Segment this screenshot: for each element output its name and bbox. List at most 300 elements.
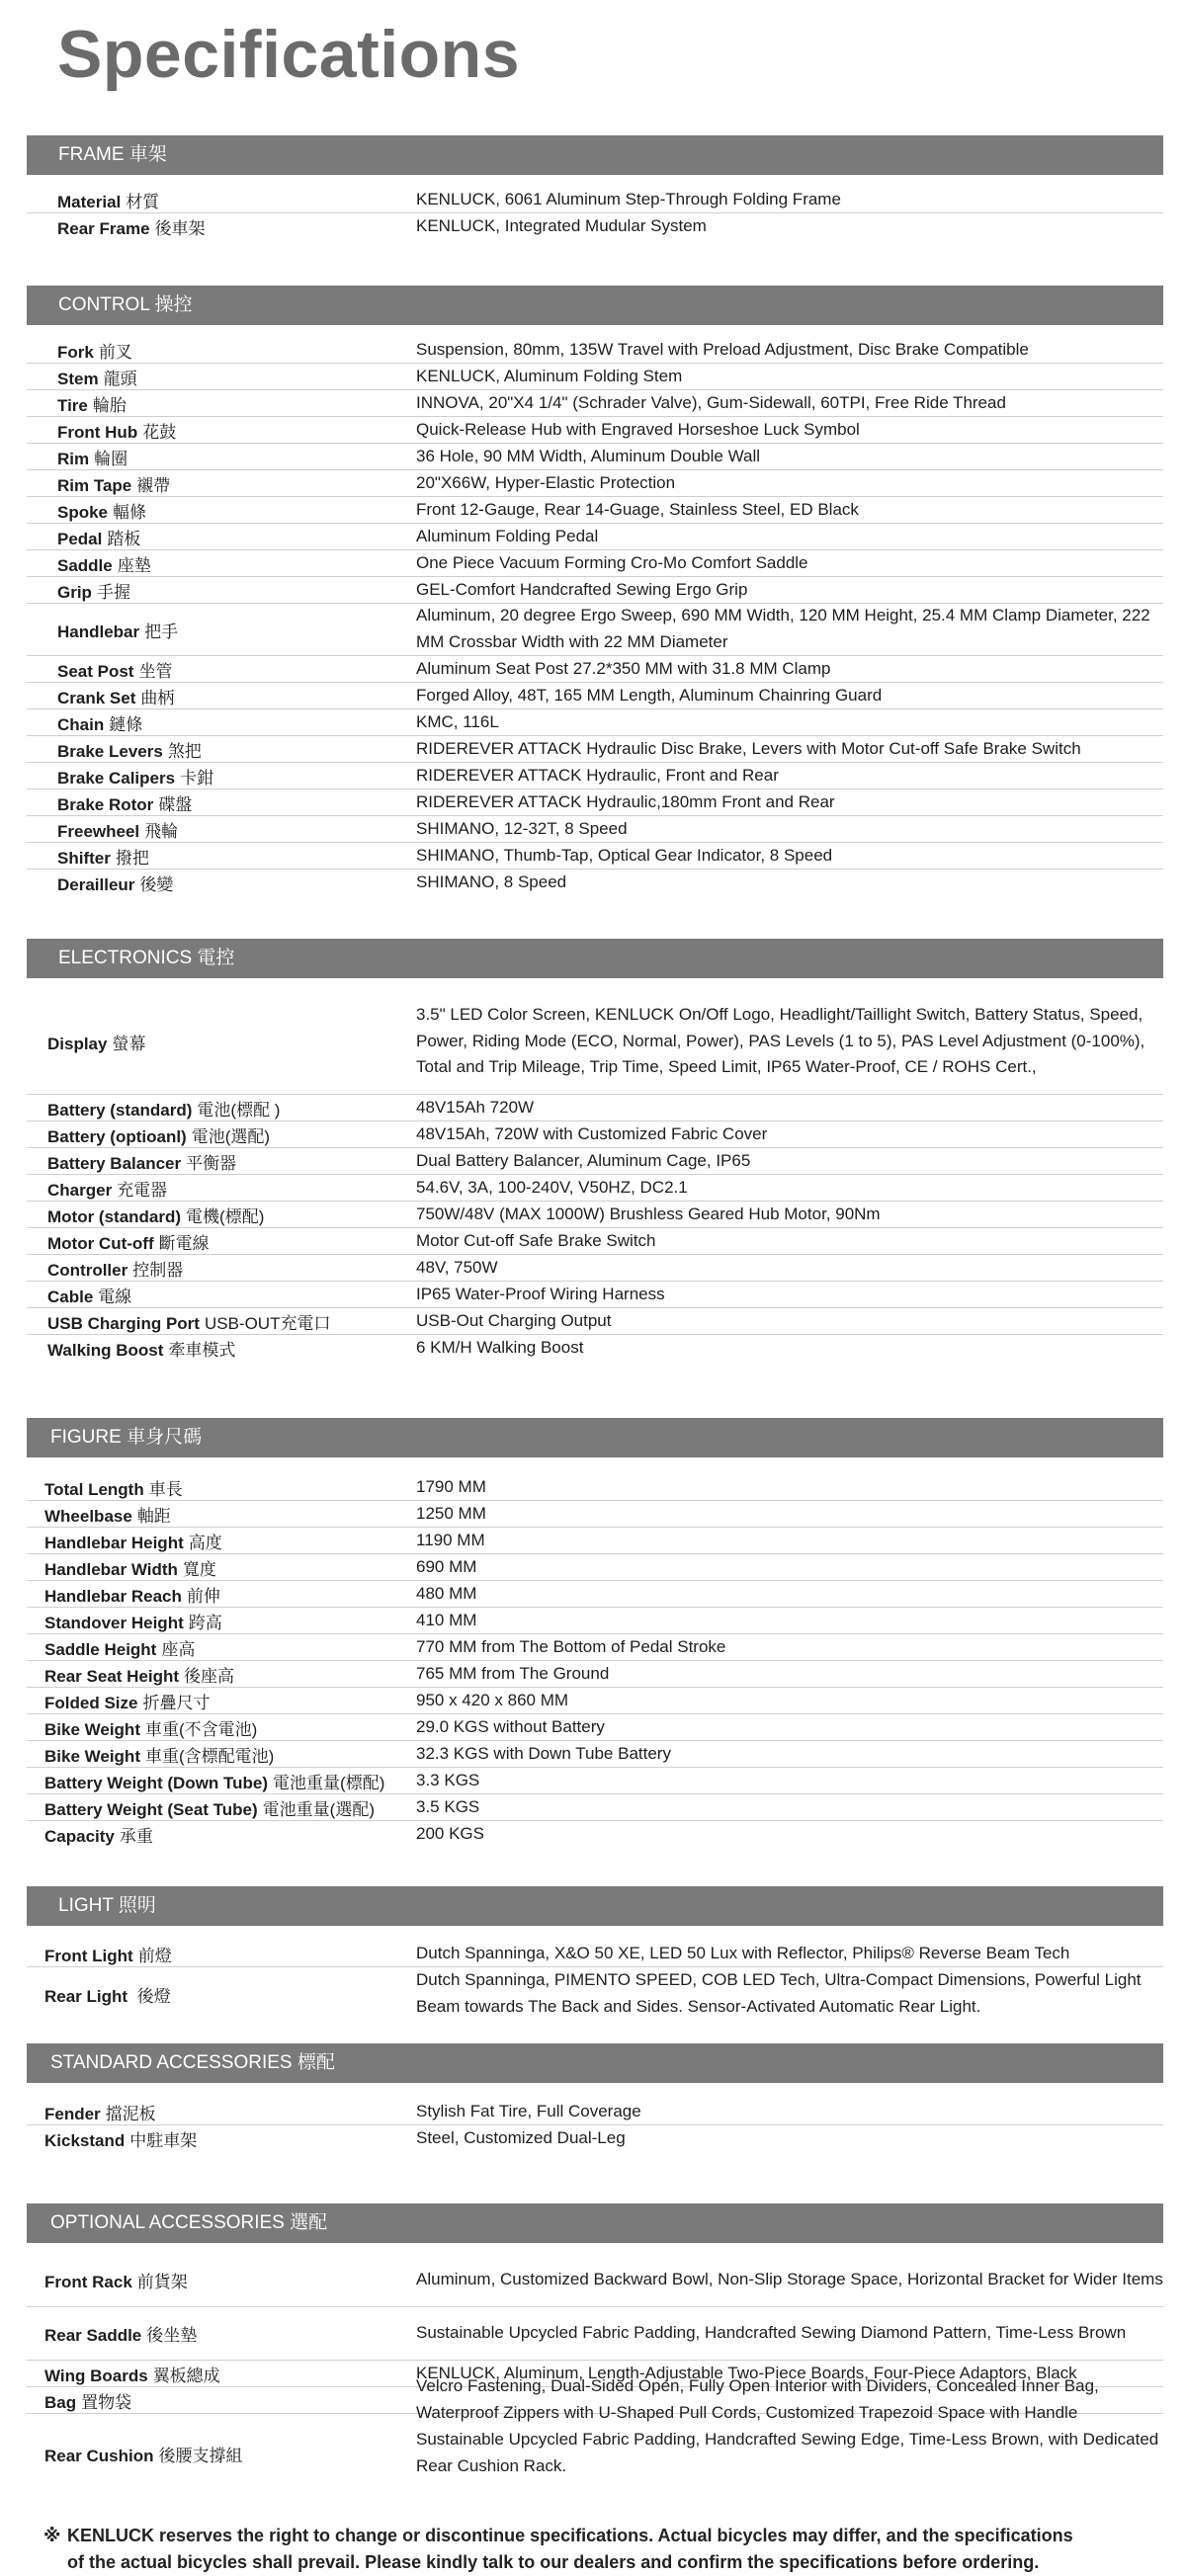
section-header-cn: 電控 — [197, 948, 235, 968]
spec-label-en: Battery Weight (Down Tube) — [44, 1773, 269, 1792]
spec-label — [57, 498, 146, 523]
spec-label-en: Wheelbase — [44, 1506, 132, 1526]
section-header-name: STANDARD ACCESSORIES — [50, 2052, 293, 2073]
spec-row-folded-size — [27, 1688, 1163, 1714]
spec-value: 1250 MM — [416, 1503, 486, 1523]
section-header-light — [27, 1886, 1163, 1926]
spec-label-cn: 螢幕 — [112, 1034, 146, 1053]
spec-label — [44, 1662, 234, 1687]
spec-label — [47, 1309, 330, 1334]
spec-label — [44, 2388, 131, 2413]
spec-row-usb-charging-port — [27, 1308, 1163, 1335]
spec-label — [57, 365, 137, 389]
spec-value: Velcro Fastening, Dual-Sided Open, Fully Open Interior with Dividers, Concealed Inner Bag, Waterproof Zippers with U-Shaped Pull Cords, Customized Trapezoid Space with Handle — [416, 2376, 1099, 2422]
footnote — [43, 2523, 1150, 2576]
spec-label-en: Grip — [57, 582, 92, 602]
spec-label-cn: 中駐車架 — [129, 2131, 198, 2150]
spec-value: Sustainable Upcycled Fabric Padding, Handcrafted Sewing Diamond Pattern, Time-Less Brown — [416, 2323, 1127, 2343]
spec-value: 770 MM from The Bottom of Pedal Stroke — [416, 1636, 726, 1656]
spec-value: USB-Out Charging Output — [416, 1310, 612, 1330]
spec-value: Aluminum Folding Pedal — [416, 526, 599, 545]
spec-value: 29.0 KGS without Battery — [416, 1716, 605, 1736]
spec-label — [44, 2126, 197, 2151]
spec-row-crank-set — [27, 683, 1163, 709]
spec-label — [47, 1030, 145, 1054]
spec-label-en: Walking Boost — [47, 1341, 164, 1360]
spec-label-cn: 置物袋 — [81, 2392, 132, 2412]
spec-label-cn: 踏板 — [107, 529, 141, 548]
spec-label-en: Rear Light — [44, 1986, 128, 2006]
spec-label — [44, 1715, 257, 1740]
section-header-optional-accessories — [27, 2203, 1163, 2243]
spec-value: Dutch Spanninga, X&O 50 XE, LED 50 Lux with Reflector, Philips® Reverse Beam Tech — [416, 1943, 1070, 1962]
spec-value: KENLUCK, 6061 Aluminum Step-Through Folding Frame — [416, 189, 841, 208]
spec-label — [57, 657, 172, 682]
spec-label — [44, 1582, 220, 1607]
section-header-figure — [27, 1418, 1163, 1457]
spec-label — [57, 188, 159, 212]
spec-label-cn: 前叉 — [98, 342, 132, 362]
spec-label-cn: 卡鉗 — [180, 768, 214, 788]
spec-row-brake-rotor — [27, 789, 1163, 816]
spec-label — [47, 1176, 167, 1201]
spec-label — [57, 418, 176, 443]
spec-row-display — [27, 989, 1163, 1095]
spec-row-rear-cushion — [27, 2414, 1163, 2493]
spec-row-rear-light — [27, 1967, 1163, 2021]
spec-row-bike-weight — [27, 1741, 1163, 1768]
spec-label — [44, 1982, 171, 2007]
spec-label-cn: 飛輪 — [144, 821, 179, 841]
spec-label-cn: 碟盤 — [158, 794, 193, 814]
spec-label-cn: 龍頭 — [103, 369, 137, 388]
spec-value: 3.5 KGS — [416, 1796, 480, 1816]
spec-value: SHIMANO, 12-32T, 8 Speed — [416, 818, 628, 838]
spec-label-en: Front Rack — [44, 2273, 132, 2291]
spec-label — [44, 2442, 243, 2466]
section-header-cn: 車架 — [128, 144, 167, 165]
section-header-name: FRAME — [58, 144, 125, 165]
spec-label-cn: 後腰支撐組 — [158, 2446, 243, 2465]
spec-value: KMC, 116L — [416, 711, 499, 731]
spec-label-cn: 輪胎 — [92, 395, 127, 415]
spec-row-motor-standard — [27, 1202, 1163, 1228]
spec-label-cn: 斷電線 — [158, 1233, 210, 1253]
spec-label-cn: 前貨架 — [136, 2273, 188, 2291]
spec-value: RIDEREVER ATTACK Hydraulic, Front and Rear — [416, 765, 779, 785]
spec-label — [57, 844, 149, 869]
spec-row-motor-cut-off — [27, 1228, 1163, 1255]
spec-label-cn: 控制器 — [132, 1260, 184, 1280]
section-header-name: FIGURE — [50, 1427, 122, 1448]
spec-label-cn: 車重(含標配電池) — [144, 1746, 275, 1766]
spec-label-cn: 翼板總成 — [152, 2366, 220, 2385]
section-header-name: OPTIONAL ACCESSORIES — [50, 2212, 285, 2233]
spec-value: Aluminum, 20 degree Ergo Sweep, 690 MM Width, 120 MM Height, 25.4 MM Clamp Diameter, 222 MM Crossbar Width with 22 MM Diameter — [416, 606, 1150, 651]
spec-label-en: Saddle — [57, 555, 113, 575]
spec-value: 32.3 KGS with Down Tube Battery — [416, 1743, 671, 1763]
spec-value: SHIMANO, Thumb-Tap, Optical Gear Indicator, 8 Speed — [416, 845, 833, 865]
spec-label-cn: 電池(標配 ) — [197, 1100, 281, 1120]
spec-label-cn: USB-OUT充電口 — [204, 1313, 331, 1333]
spec-label-en: Derailleur — [57, 875, 135, 894]
section-header-cn: 標配 — [296, 2052, 335, 2073]
spec-label-en: Rim Tape — [57, 475, 132, 495]
spec-label-cn: 擋泥板 — [105, 2104, 156, 2123]
spec-label — [57, 764, 213, 789]
spec-label — [44, 1689, 210, 1713]
spec-value: Forged Alloy, 48T, 165 MM Length, Aluminum Chainring Guard — [416, 685, 883, 705]
spec-value: KENLUCK, Aluminum, Length-Adjustable Two-Piece Boards, Four-Piece Adaptors, Black — [416, 2363, 1077, 2382]
spec-label — [57, 551, 151, 576]
spec-row-front-rack — [27, 2254, 1163, 2307]
spec-label-cn: 煞把 — [167, 741, 202, 761]
spec-label-en: Battery Balancer — [47, 1153, 182, 1173]
spec-value: 48V15Ah, 720W with Customized Fabric Cover — [416, 1123, 768, 1143]
section-header-cn: 照明 — [118, 1895, 156, 1916]
spec-label-cn: 花鼓 — [142, 422, 177, 442]
spec-label-cn: 後燈 — [132, 1986, 171, 2006]
spec-row-brake-levers — [27, 736, 1163, 763]
spec-row-front-light — [27, 1941, 1163, 1967]
spec-label-cn: 座高 — [161, 1639, 196, 1659]
spec-label — [57, 684, 174, 708]
spec-value: KENLUCK, Integrated Mudular System — [416, 216, 707, 236]
spec-label — [47, 1283, 131, 1307]
spec-value: Motor Cut-off Safe Brake Switch — [416, 1230, 656, 1250]
spec-row-standover-height — [27, 1608, 1163, 1634]
spec-label — [57, 391, 127, 416]
spec-label-cn: 襯帶 — [136, 475, 171, 495]
spec-label — [44, 1555, 216, 1580]
spec-label-cn: 後變 — [139, 875, 174, 894]
spec-label-en: Rear Saddle — [44, 2326, 142, 2345]
spec-row-pedal — [27, 524, 1163, 550]
spec-row-battery-optioanl — [27, 1122, 1163, 1148]
spec-label-en: Cable — [47, 1287, 94, 1306]
spec-label-en: Material — [57, 192, 122, 211]
spec-label-en: Display — [47, 1034, 108, 1053]
spec-value: Aluminum, Customized Backward Bowl, Non-Slip Storage Space, Horizontal Bracket for Wider Items — [416, 2270, 1163, 2289]
section-header-cn: 選配 — [290, 2212, 328, 2233]
spec-label-en: USB Charging Port — [47, 1313, 200, 1333]
spec-label-en: Saddle Height — [44, 1639, 157, 1659]
spec-row-handlebar-height — [27, 1528, 1163, 1554]
section-header-frame — [27, 135, 1163, 175]
spec-label-en: Standover Height — [44, 1613, 184, 1632]
spec-label — [44, 2100, 156, 2124]
spec-label-cn: 撥把 — [115, 848, 149, 868]
spec-label — [44, 1942, 172, 1966]
spec-value: Sustainable Upcycled Fabric Padding, Handcrafted Sewing Edge, Time-Less Brown, with Dedicated Rear Cushion Rack. — [416, 2430, 1159, 2475]
spec-row-rim-tape — [27, 470, 1163, 497]
spec-label-en: Freewheel — [57, 821, 140, 841]
spec-value: Dutch Spanninga, PIMENTO SPEED, COB LED Tech, Ultra-Compact Dimensions, Powerful Light Beam towards The Back and Sides. Sensor-Activated Automatic Rear Light. — [416, 1970, 1142, 2016]
spec-label-cn: 電線 — [98, 1287, 132, 1306]
spec-label — [44, 1822, 153, 1847]
spec-value: 1190 MM — [416, 1530, 485, 1549]
spec-row-battery-balancer — [27, 1148, 1163, 1175]
spec-label-en: Battery (optioanl) — [47, 1126, 187, 1146]
spec-label — [44, 1769, 384, 1793]
spec-label — [57, 445, 127, 469]
spec-row-rear-frame — [27, 213, 1163, 240]
spec-label — [57, 817, 178, 842]
spec-label-cn: 軸距 — [136, 1506, 171, 1526]
spec-row-fender — [27, 2099, 1163, 2125]
spec-label-cn: 手握 — [96, 582, 130, 602]
spec-label-en: Rear Cushion — [44, 2446, 154, 2465]
spec-value: Suspension, 80mm, 135W Travel with Preload Adjustment, Disc Brake Compatible — [416, 339, 1029, 359]
spec-label-cn: 牽車模式 — [168, 1341, 236, 1360]
spec-label-en: Bike Weight — [44, 1719, 140, 1739]
spec-row-rear-seat-height — [27, 1661, 1163, 1688]
spec-label — [57, 790, 192, 815]
spec-label-en: Bike Weight — [44, 1746, 140, 1766]
spec-value: Stylish Fat Tire, Full Coverage — [416, 2101, 641, 2120]
spec-row-spoke — [27, 497, 1163, 524]
spec-value: RIDEREVER ATTACK Hydraulic Disc Brake, Levers with Motor Cut-off Safe Brake Switch — [416, 738, 1081, 758]
spec-row-grip — [27, 577, 1163, 604]
spec-value: 48V, 750W — [416, 1257, 498, 1277]
spec-row-capacity — [27, 1821, 1163, 1848]
spec-label — [47, 1122, 270, 1147]
section-header-name: ELECTRONICS — [58, 948, 193, 968]
spec-label-en: Handlebar Width — [44, 1559, 178, 1579]
spec-value: 1790 MM — [416, 1476, 486, 1496]
spec-row-bag — [27, 2376, 1163, 2422]
spec-value: 480 MM — [416, 1583, 477, 1603]
spec-label-cn: 前燈 — [137, 1946, 172, 1965]
spec-label — [47, 1203, 264, 1227]
spec-row-rear-saddle — [27, 2307, 1163, 2361]
spec-label-en: Capacity — [44, 1827, 115, 1846]
spec-label-en: Controller — [47, 1260, 128, 1280]
spec-label-cn: 座墊 — [117, 555, 151, 575]
spec-label-en: Pedal — [57, 529, 103, 548]
spec-row-bike-weight — [27, 1714, 1163, 1741]
spec-label-cn: 車重(不含電池) — [144, 1719, 258, 1739]
spec-label-cn: 車長 — [148, 1479, 183, 1499]
spec-label-en: Brake Levers — [57, 741, 163, 761]
spec-row-derailleur — [27, 870, 1163, 896]
spec-value: 200 KGS — [416, 1824, 484, 1844]
spec-label-cn: 把手 — [144, 622, 179, 641]
spec-label-cn: 電池重量(選配) — [262, 1799, 375, 1819]
spec-label-en: Brake Calipers — [57, 768, 176, 788]
spec-label-cn: 高度 — [188, 1533, 222, 1552]
spec-label — [47, 1229, 210, 1254]
spec-label — [44, 1635, 195, 1660]
spec-row-total-length — [27, 1474, 1163, 1501]
spec-label-cn: 跨高 — [188, 1613, 222, 1632]
spec-label-en: Brake Rotor — [57, 794, 154, 814]
spec-row-front-hub — [27, 417, 1163, 444]
spec-label — [44, 1609, 222, 1633]
spec-label-cn: 寬度 — [182, 1559, 216, 1579]
spec-label — [57, 338, 132, 363]
spec-value: 6 KM/H Walking Boost — [416, 1338, 584, 1358]
page-title: Specifications — [57, 17, 521, 92]
spec-row-charger — [27, 1175, 1163, 1202]
spec-label — [44, 2268, 188, 2292]
spec-value: IP65 Water-Proof Wiring Harness — [416, 1284, 665, 1303]
spec-row-shifter — [27, 843, 1163, 870]
spec-label — [57, 737, 202, 762]
spec-label-en: Shifter — [57, 848, 111, 868]
spec-label — [44, 1502, 171, 1527]
spec-label-cn: 鏈條 — [109, 714, 143, 734]
section-header-name: LIGHT — [58, 1895, 114, 1916]
footnote-mark: ※ — [43, 2526, 61, 2545]
spec-label-en: Fork — [57, 342, 94, 362]
spec-label-en: Rim — [57, 449, 90, 468]
spec-label-en: Tire — [57, 395, 88, 415]
spec-label — [57, 871, 173, 895]
spec-row-kickstand — [27, 2125, 1163, 2152]
spec-row-handlebar — [27, 604, 1163, 656]
spec-label-cn: 前伸 — [186, 1586, 220, 1606]
spec-label-cn: 後車架 — [154, 219, 206, 238]
spec-label — [47, 1256, 183, 1281]
spec-label — [57, 214, 206, 239]
spec-row-brake-calipers — [27, 763, 1163, 789]
spec-label — [44, 2321, 197, 2346]
section-header-electronics — [27, 939, 1163, 978]
spec-row-battery-weight-down-tube — [27, 1768, 1163, 1794]
spec-label-en: Spoke — [57, 502, 109, 522]
spec-row-fork — [27, 337, 1163, 364]
spec-label — [47, 1336, 235, 1361]
spec-row-battery-standard — [27, 1095, 1163, 1122]
spec-row-tire — [27, 390, 1163, 417]
spec-label — [57, 578, 130, 603]
spec-value: Aluminum Seat Post 27.2*350 MM with 31.8 MM Clamp — [416, 658, 831, 678]
spec-row-saddle — [27, 550, 1163, 577]
footnote-line-1: KENLUCK reserves the right to change or discontinue specifications. Actual bicycles may differ, and the specifications — [67, 2526, 1073, 2545]
spec-label-en: Crank Set — [57, 688, 136, 707]
spec-value: Front 12-Gauge, Rear 14-Guage, Stainless Steel, ED Black — [416, 499, 859, 519]
spec-value: Quick-Release Hub with Engraved Horseshoe Luck Symbol — [416, 419, 860, 439]
spec-value: 36 Hole, 90 MM Width, Aluminum Double Wall — [416, 446, 761, 465]
spec-row-rim — [27, 444, 1163, 470]
spec-label-cn: 後座高 — [184, 1666, 235, 1686]
spec-label — [44, 1475, 183, 1500]
section-header-standard-accessories — [27, 2043, 1163, 2083]
spec-label-cn: 承重 — [119, 1827, 153, 1846]
spec-label — [44, 1529, 222, 1553]
spec-label — [57, 710, 142, 735]
spec-label-en: Front Hub — [57, 422, 138, 442]
spec-label-en: Seat Post — [57, 661, 134, 681]
spec-label — [57, 525, 140, 549]
spec-value: INNOVA, 20"X4 1/4" (Schrader Valve), Gum-Sidewall, 60TPI, Free Ride Thread — [416, 392, 1006, 412]
spec-label-en: Front Light — [44, 1946, 133, 1965]
spec-label-cn: 電機(標配) — [186, 1206, 265, 1226]
spec-label-cn: 材質 — [126, 192, 160, 211]
spec-value: 765 MM from The Ground — [416, 1663, 610, 1683]
section-header-name: CONTROL — [58, 294, 150, 315]
spec-row-walking-boost — [27, 1335, 1163, 1362]
spec-label-cn: 充電器 — [117, 1180, 168, 1200]
spec-row-saddle-height — [27, 1634, 1163, 1661]
spec-row-stem — [27, 364, 1163, 390]
spec-value: 48V15Ah 720W — [416, 1097, 535, 1117]
spec-label-en: Battery Weight (Seat Tube) — [44, 1799, 258, 1819]
spec-row-wheelbase — [27, 1501, 1163, 1528]
spec-label — [57, 618, 178, 642]
spec-label — [44, 2362, 220, 2386]
spec-value: 410 MM — [416, 1610, 477, 1629]
spec-value: 3.3 KGS — [416, 1770, 480, 1789]
spec-label-en: Wing Boards — [44, 2366, 148, 2385]
spec-label-en: Chain — [57, 714, 105, 734]
spec-label-en: Rear Frame — [57, 219, 150, 238]
spec-label-en: Handlebar — [57, 622, 140, 641]
spec-row-seat-post — [27, 656, 1163, 683]
spec-row-chain — [27, 709, 1163, 736]
spec-label-en: Stem — [57, 369, 99, 388]
spec-label-en: Total Length — [44, 1479, 144, 1499]
spec-value: 3.5" LED Color Screen, KENLUCK On/Off Logo, Headlight/Taillight Switch, Battery Status, Speed, Power, Riding Mode (ECO, Normal, Power), PAS Levels (1 to 5), PAS Level Adjustment (0-100%), Total and Trip Mileage, Trip Time, Speed Limit, IP65 Water-Proof, CE / ROHS Cert., — [416, 1004, 1145, 1077]
spec-label-cn: 電池重量(標配) — [273, 1773, 385, 1792]
spec-label-cn: 折疊尺寸 — [142, 1693, 211, 1712]
spec-row-handlebar-width — [27, 1554, 1163, 1581]
spec-label-cn: 電池(選配) — [191, 1126, 271, 1146]
spec-label-en: Bag — [44, 2392, 77, 2412]
spec-row-freewheel — [27, 816, 1163, 843]
spec-label-cn: 輪圈 — [94, 449, 128, 468]
spec-label-en: Fender — [44, 2104, 101, 2123]
spec-label — [44, 1742, 274, 1767]
spec-label-en: Battery (standard) — [47, 1100, 193, 1120]
spec-row-cable — [27, 1282, 1163, 1308]
spec-label-en: Handlebar Height — [44, 1533, 184, 1552]
spec-value: KENLUCK, Aluminum Folding Stem — [416, 366, 683, 385]
spec-label-cn: 後坐墊 — [146, 2326, 198, 2345]
spec-label-cn: 坐管 — [138, 661, 173, 681]
footnote-line-2: of the actual bicycles shall prevail. Please kindly talk to our dealers and confirm the specifications before ordering. — [67, 2552, 1040, 2572]
spec-value: One Piece Vacuum Forming Cro-Mo Comfort Saddle — [416, 552, 808, 572]
spec-value: 20"X66W, Hyper-Elastic Protection — [416, 472, 676, 492]
spec-value: GEL-Comfort Handcrafted Sewing Ergo Grip — [416, 579, 748, 599]
spec-label-en: Motor (standard) — [47, 1206, 182, 1226]
spec-value: 54.6V, 3A, 100-240V, V50HZ, DC2.1 — [416, 1177, 688, 1197]
spec-label — [44, 1795, 375, 1820]
section-header-control — [27, 286, 1163, 325]
spec-value: 690 MM — [416, 1556, 477, 1576]
spec-label — [47, 1149, 236, 1174]
spec-label-en: Charger — [47, 1180, 113, 1200]
spec-label-en: Folded Size — [44, 1693, 138, 1712]
spec-value: RIDEREVER ATTACK Hydraulic,180mm Front and Rear — [416, 791, 835, 811]
spec-row-handlebar-reach — [27, 1581, 1163, 1608]
spec-value: 950 x 420 x 860 MM — [416, 1690, 569, 1709]
spec-row-battery-weight-seat-tube — [27, 1794, 1163, 1821]
spec-row-material — [27, 187, 1163, 213]
spec-label-en: Rear Seat Height — [44, 1666, 180, 1686]
spec-row-controller — [27, 1255, 1163, 1282]
spec-label-en: Handlebar Reach — [44, 1586, 182, 1606]
spec-label-cn: 曲柄 — [140, 688, 175, 707]
spec-label — [47, 1096, 280, 1121]
spec-value: 750W/48V (MAX 1000W) Brushless Geared Hub Motor, 90Nm — [416, 1204, 881, 1223]
spec-label-en: Kickstand — [44, 2131, 126, 2150]
spec-label-cn: 平衡器 — [186, 1153, 237, 1173]
spec-value: Dual Battery Balancer, Aluminum Cage, IP65 — [416, 1150, 751, 1170]
spec-value: Steel, Customized Dual-Leg — [416, 2128, 626, 2148]
section-header-cn: 車身尺碼 — [127, 1427, 203, 1448]
